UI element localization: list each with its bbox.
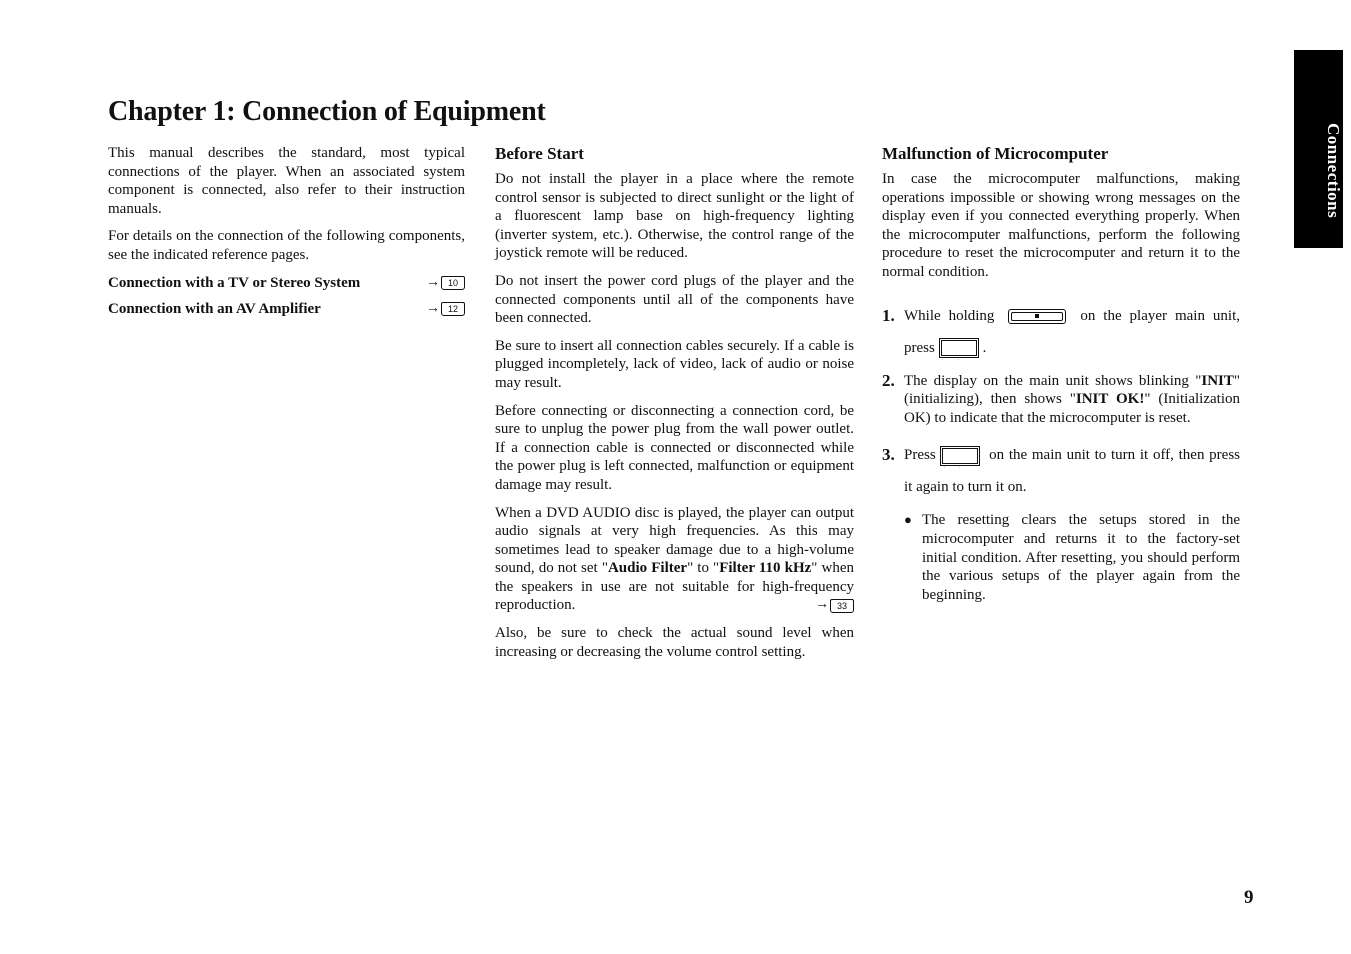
text: " (Initialization OK) to indicate that the microcomputer is reset. bbox=[904, 391, 1240, 426]
text: . bbox=[982, 339, 987, 356]
step-number: 2. bbox=[882, 370, 895, 390]
book-page-icon: 12 bbox=[441, 302, 465, 316]
paragraph: In case the microcomputer malfunctions, making operations impossible or showing wrong messages on the display even if you connected everything properly. When the microcomputer malfunctions, perform the following procedure to reset the microcomputer and return it to the normal condition. bbox=[882, 171, 1240, 280]
reference-label: Connection with an AV Amplifier bbox=[108, 301, 321, 318]
text: on the player main unit, press bbox=[904, 307, 1241, 356]
section-tab bbox=[1294, 50, 1343, 248]
malfunction-column bbox=[882, 144, 1240, 604]
page-title: Chapter 1: Connection of Equipment bbox=[108, 96, 546, 127]
section-heading: Malfunction of Microcomputer bbox=[882, 144, 1109, 163]
paragraph: Do not install the player in a place where the remote control sensor is subjected to direct sunlight or the light of a fluorescent lamp base on high-frequency lighting (inverter system, etc.). Otherwise, the control range of the joystick remote will be reduced. bbox=[495, 171, 854, 262]
arrow-icon: → bbox=[815, 597, 829, 613]
text: While holding bbox=[904, 307, 995, 324]
intro-reference-paragraph: For details on the connection of the following components, see the indicated reference pages. bbox=[108, 228, 465, 263]
paragraph: Also, be sure to check the actual sound level when increasing or decreasing the volume control setting. bbox=[495, 625, 854, 660]
intro-paragraph: This manual describes the standard, most typical connections of the player. When an associated system component is connected, also refer to their instruction manuals. bbox=[108, 145, 465, 217]
book-page-icon: 10 bbox=[441, 276, 465, 290]
text: Press bbox=[904, 447, 936, 464]
step-number: 1. bbox=[882, 305, 895, 325]
book-page-icon: 33 bbox=[830, 599, 854, 613]
page-reference bbox=[426, 274, 465, 293]
page-number: 9 bbox=[1244, 887, 1254, 908]
setting-value: Filter 110 kHz bbox=[719, 560, 812, 577]
section-heading: Before Start bbox=[495, 144, 584, 163]
setting-name: Audio Filter bbox=[607, 560, 688, 577]
reference-row bbox=[108, 274, 465, 293]
bullet-icon: ● bbox=[904, 512, 912, 528]
page-reference bbox=[815, 596, 854, 615]
step-3 bbox=[882, 439, 1240, 503]
text: on the main unit to turn it off, then press it again to turn it on. bbox=[904, 447, 1240, 496]
arrow-icon: → bbox=[426, 274, 440, 290]
step-number: 3. bbox=[882, 445, 895, 465]
power-button-icon bbox=[939, 338, 979, 358]
stop-button-icon bbox=[1008, 309, 1066, 324]
intro-column bbox=[108, 144, 465, 327]
text: " to " bbox=[687, 560, 720, 577]
text: " when the speakers in use are not suitable for high-frequency reproduction. bbox=[495, 560, 854, 614]
page-reference bbox=[426, 300, 465, 319]
text: When a DVD AUDIO disc is played, the player can output audio signals at very high frequencies. As this may sometimes lead to speaker damage due to a high-volume sound, do not set " bbox=[495, 504, 854, 577]
paragraph: Do not insert the power cord plugs of the player and the connected components until all of the components have been connected. bbox=[495, 272, 854, 327]
paragraph: Be sure to insert all connection cables securely. If a cable is plugged incompletely, lack of video, lack of audio or noise may result. bbox=[495, 337, 854, 391]
before-start-column bbox=[495, 144, 854, 670]
step-1 bbox=[882, 300, 1240, 364]
note-bullet bbox=[904, 511, 1240, 604]
note-text: The resetting clears the setups stored in the microcomputer and returns it to the factory-set initial condition. After resetting, you should perform the various setups of the player again from the beginning. bbox=[922, 512, 1240, 603]
arrow-icon: → bbox=[426, 301, 440, 317]
text: The display on the main unit shows blinking " bbox=[904, 372, 1202, 389]
display-message: INIT OK! bbox=[1075, 391, 1145, 408]
display-message: INIT bbox=[1201, 372, 1234, 389]
reference-row bbox=[108, 300, 465, 319]
section-tab-label: Connections bbox=[1324, 123, 1343, 219]
text: "(initializing), then shows " bbox=[904, 372, 1240, 408]
power-button-icon bbox=[940, 446, 980, 466]
paragraph: Before connecting or disconnecting a connection cord, be sure to unplug the power plug from the wall power outlet. If a connection cable is connected or disconnected while the power plug is left connected, malfunction or equipment damage may result. bbox=[495, 402, 854, 493]
paragraph bbox=[495, 504, 854, 616]
reference-label: Connection with a TV or Stereo System bbox=[108, 274, 361, 291]
step-2 bbox=[882, 372, 1240, 428]
